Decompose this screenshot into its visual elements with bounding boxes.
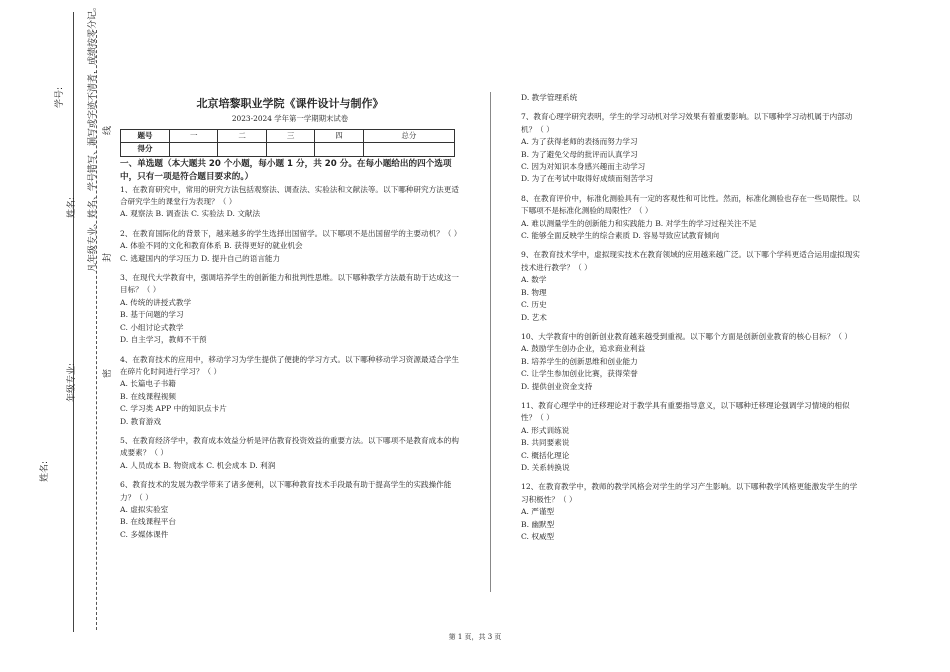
question-option: C. 小组讨论式教学	[120, 322, 184, 332]
score-table-cell: 得分	[121, 143, 170, 156]
right-column	[521, 92, 863, 543]
column-divider	[490, 92, 491, 592]
score-table-cell: 二	[218, 129, 266, 142]
question-option: D. 自主学习，教师不干预	[120, 335, 207, 345]
page-footer: 第 1 页，共 3 页	[448, 633, 502, 641]
question-stem: 4、在教育技术的应用中，移动学习为学生提供了便捷的学习方式。以下哪种移动学习资源最适合学生在碎片化时间进行学习？（ ）	[120, 354, 459, 376]
exam-title: 北京培黎职业学院《课件设计与制作》	[196, 97, 384, 110]
score-table-cell: 总分	[363, 129, 454, 142]
question-option: C. 概括化理论	[521, 450, 570, 460]
question-stem: 1、在教育研究中，常用的研究方法包括观察法、调查法、实验法和文献法等。以下哪种研究方法更适合研究学生的课堂行为表现？（ ）	[120, 184, 459, 207]
question-option: D. 关系转换说	[521, 462, 570, 472]
question-stem: 9、在教育技术学中，虚拟现实技术在教育领域的应用越来越广泛。以下哪个学科更适合运用虚拟现实技术进行教学？（ ）	[521, 250, 860, 272]
score-table-cell	[170, 143, 218, 156]
section-heading: 一、单选题（本大题共 20 个小题，每小题 1 分，共 20 分。在每小题给出的四个选项中，只有一项是符合题目要求的。）	[120, 158, 452, 182]
question-item	[120, 354, 460, 428]
question-option: C. 让学生参加创业比赛，获得荣誉	[521, 369, 638, 379]
question-stem: 2、在教育国际化的背景下，越来越多的学生选择出国留学。以下哪项不是出国留学的主要动机？（ ）	[120, 228, 462, 238]
question-option: C. 因为对知识本身感兴趣而主动学习	[521, 162, 646, 172]
score-table-cell	[315, 143, 363, 156]
question-option: B. 物理	[521, 287, 547, 297]
question-stem: 6、教育技术的发展为教学带来了诸多便利，以下哪种教育技术手段最有助于提高学生的实践操作能力？（ ）	[120, 480, 452, 502]
question-option: A. 鼓励学生创办企业，追求商业利益	[521, 344, 646, 354]
score-table-cell: 四	[315, 129, 363, 142]
score-table-score-row	[121, 143, 455, 156]
question-option: A. 难以测量学生的创新能力和实践能力 B. 对学生的学习过程关注不足	[521, 218, 757, 228]
question-option: D. 为了在考试中取得好成绩而刻苦学习	[521, 174, 654, 184]
question-option: D. 艺术	[521, 312, 547, 322]
question-option: A. 传统的讲授式教学	[120, 297, 192, 307]
question-option: A. 为了获得老师的表扬而努力学习	[521, 137, 638, 147]
margin-student-id-label: 学号:	[55, 86, 65, 108]
question-option: A. 长篇电子书籍	[120, 379, 176, 389]
question-item	[521, 249, 863, 323]
score-table-cell: 题号	[121, 129, 170, 142]
question-list	[120, 184, 460, 542]
question-item	[120, 435, 460, 472]
question-option: C. 多媒体课件	[120, 529, 169, 539]
question-stem: 8、在教育评价中，标准化测验具有一定的客观性和可比性。然而，标准化测验也存在一些局限性。以下哪项不是标准化测验的局限性？（ ）	[521, 193, 860, 216]
question-option: C. 学习类 APP 中的知识点卡片	[120, 404, 227, 414]
question-item	[120, 184, 460, 221]
question-item	[521, 331, 863, 393]
score-table-cell	[218, 143, 266, 156]
question-option: C. 能够全面反映学生的综合素质 D. 容易导致应试教育倾向	[521, 231, 720, 241]
question-item	[521, 92, 863, 104]
question-option: A. 严谨型	[521, 507, 555, 517]
question-option: B. 共同要素说	[521, 438, 570, 448]
score-table-cell	[266, 143, 314, 156]
question-option: D. 教育游戏	[120, 416, 162, 426]
question-stem: 12、在教育教学中，教师的教学风格会对学生的学习产生影响。以下哪种教学风格更能激发学生的学习积极性？（ ）	[521, 482, 858, 504]
exam-subtitle: 2023-2024 学年第一学期期末试卷	[231, 114, 349, 124]
question-list	[521, 92, 863, 543]
question-option: C. 历史	[521, 300, 547, 310]
question-option: A. 虚拟实验室	[120, 504, 169, 514]
question-option: A. 形式训练说	[521, 425, 570, 435]
question-option: B. 培养学生的创新思维和创业能力	[521, 356, 638, 366]
binding-margin	[0, 0, 113, 672]
question-option: A. 数学	[521, 275, 547, 285]
question-item	[521, 193, 863, 243]
question-item	[120, 479, 460, 541]
question-option: A. 人员成本 B. 物资成本 C. 机会成本 D. 利润	[120, 460, 276, 470]
question-item	[521, 481, 863, 543]
question-option: A. 观察法 B. 调查法 C. 实验法 D. 文献法	[120, 209, 261, 219]
question-stem: 3、在现代大学教育中，强调培养学生的创新能力和批判性思维。以下哪种教学方法最有助于达成这一目标？（ ）	[120, 273, 459, 295]
binding-solid-line	[73, 12, 74, 632]
question-option: C. 权威型	[521, 532, 555, 541]
margin-xian-label: 线	[103, 125, 113, 135]
question-option: B. 在线课程平台	[120, 517, 176, 527]
score-table-cell: 三	[266, 129, 314, 142]
question-item	[120, 228, 460, 265]
margin-feng-label: 封	[103, 252, 113, 262]
margin-seal-label: 密	[103, 368, 113, 378]
margin-notice-text: 凡年级专业、姓名、学号错写、漏写或字迹不清者，成绩按零分记。	[88, 1, 98, 272]
margin-school-name-label: 姓名:	[40, 460, 50, 482]
question-option: D. 教学管理系统	[521, 93, 578, 102]
question-option: B. 基于问题的学习	[120, 310, 184, 320]
margin-name-label: 姓名:	[67, 196, 77, 218]
question-stem: 11、教育心理学中的迁移理论对于教学具有重要指导意义，以下哪种迁移理论强调学习情境的相似性？（ ）	[521, 400, 850, 423]
question-item	[521, 111, 863, 185]
question-option: B. 幽默型	[521, 519, 555, 529]
question-option: A. 体验不同的文化和教育体系 B. 获得更好的就业机会	[120, 241, 303, 251]
score-table	[120, 129, 455, 157]
question-option: D. 提供创业资金支持	[521, 381, 593, 391]
score-table-cell: 一	[170, 129, 218, 142]
question-stem: 5、在教育经济学中，教育成本效益分析是评估教育投资效益的重要方法。以下哪项不是教育成本的构成要素？（ ）	[120, 435, 459, 458]
question-option: C. 逃避国内的学习压力 D. 提升自己的语言能力	[120, 253, 281, 263]
question-stem: 10、大学教育中的创新创业教育越来越受到重视。以下哪个方面是创新创业教育的核心目标？（ ）	[521, 331, 853, 341]
score-table-header-row	[121, 129, 455, 142]
question-option: B. 在线课程视频	[120, 391, 176, 401]
question-item	[120, 272, 460, 346]
score-table-cell	[363, 143, 454, 156]
margin-grade-major-label: 年级专业:	[67, 362, 77, 402]
left-column	[120, 92, 460, 541]
question-item	[521, 400, 863, 474]
question-option: B. 为了避免父母的批评而认真学习	[521, 149, 638, 159]
question-stem: 7、教育心理学研究表明，学生的学习动机对学习效果有着重要影响。以下哪种学习动机属于内部动机？（ ）	[521, 112, 853, 134]
